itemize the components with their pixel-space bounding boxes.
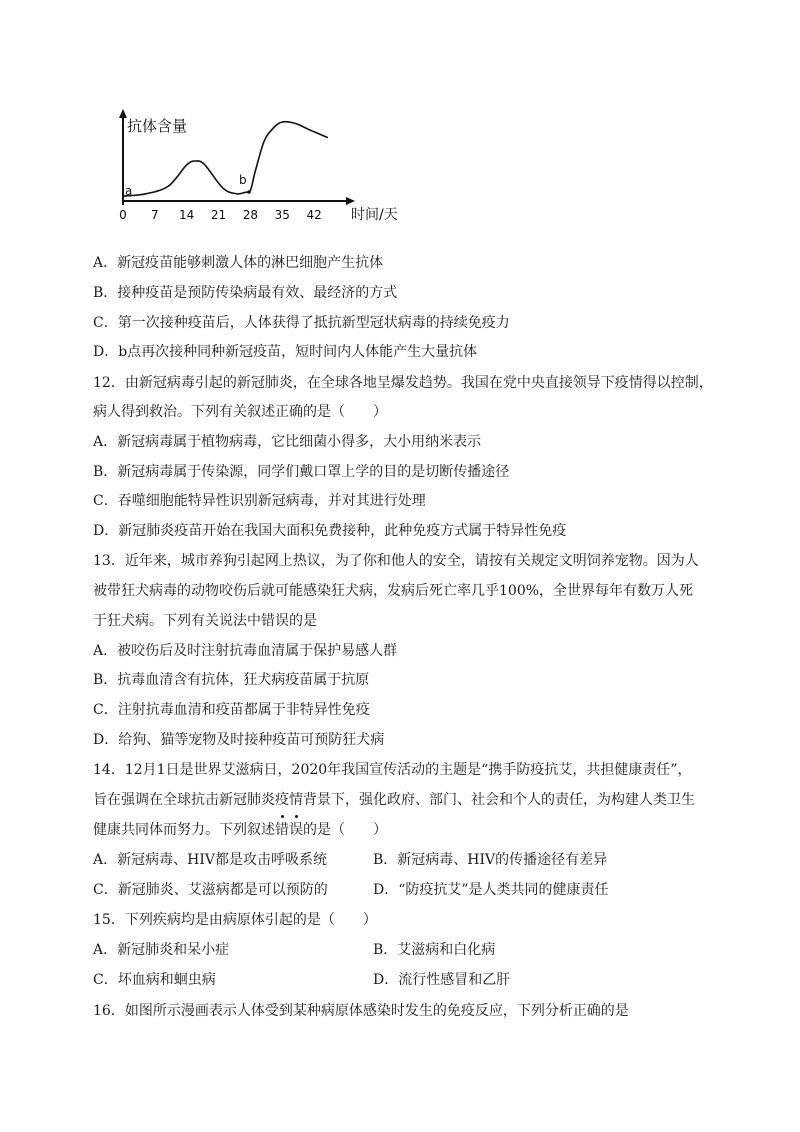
q11-option-c: C．第一次接种疫苗后，人体获得了抵抗新型冠状病毒的持续免疫力 xyxy=(93,315,510,331)
y-axis-arrow xyxy=(119,109,127,118)
x-tick-label: 0 xyxy=(119,208,127,222)
x-tick-label: 35 xyxy=(274,208,290,222)
q13-stem-line1: 13．近年来，城市养狗引起网上热议，为了你和他人的安全，请按有关规定文明饲养宠物。因为人 xyxy=(93,553,699,569)
q14-option-d: D．“防疫抗艾”是人类共同的健康责任 xyxy=(373,882,609,898)
q15-option-c: C．坏血病和蛔虫病 xyxy=(93,972,216,988)
point-b-marker xyxy=(247,190,251,194)
q15-option-a: A．新冠肺炎和呆小症 xyxy=(93,942,230,958)
x-axis-label: 时间/天 xyxy=(351,207,398,223)
q11-option-a: A．新冠疫苗能够刺激人体的淋巴细胞产生抗体 xyxy=(93,255,384,271)
q12-option-c: C．吞噬细胞能特异性识别新冠病毒，并对其进行处理 xyxy=(93,493,426,509)
q15-stem: 15．下列疾病均是由病原体引起的是（ ） xyxy=(93,912,377,928)
q14-stem-line2: 旨在强调在全球抗击新冠肺炎疫情背景下，强化政府、部门、社会和个人的责任，为构建人类卫生 xyxy=(93,792,695,808)
x-tick-label: 28 xyxy=(242,208,259,222)
q14-stem-line1: 14．12月1日是世界艾滋病日，2020年我国宣传活动的主题是“携手防疫抗艾，共担健康责任”， xyxy=(93,762,692,778)
x-tick-labels xyxy=(119,208,322,222)
q13-stem-line2: 被带狂犬病毒的动物咬伤后就可能感染狂犬病，发病后死亡率几乎100%，全世界每年有数万人死 xyxy=(93,583,694,599)
q13-stem-line3: 于狂犬病。下列有关说法中错误的是 xyxy=(93,613,317,629)
q13-option-b: B．抗毒血清含有抗体，狂犬病疫苗属于抗原 xyxy=(93,672,370,688)
point-a-label: a xyxy=(125,184,133,198)
q13-option-a: A．被咬伤后及时注射抗毒血清属于保护易感人群 xyxy=(93,643,398,659)
point-b-label: b xyxy=(239,173,247,187)
q14-option-a: A．新冠病毒、HIV都是攻击呼吸系统 xyxy=(93,852,327,868)
q12-option-b: B．新冠病毒属于传染源，同学们戴口罩上学的目的是切断传播途径 xyxy=(93,464,510,480)
x-tick-label: 21 xyxy=(210,208,227,222)
q14-emphasis-char-1: 错 xyxy=(275,822,289,838)
q12-option-a: A．新冠病毒属于植物病毒，它比细菌小得多，大小用纳米表示 xyxy=(93,434,482,450)
q11-option-b: B．接种疫苗是预防传染病最有效、最经济的方式 xyxy=(93,285,398,301)
x-tick-label: 14 xyxy=(179,208,195,222)
q14-emphasis-char-2: 误 xyxy=(289,822,303,838)
x-tick-label: 42 xyxy=(306,208,322,222)
q11-option-d: D．b点再次接种同种新冠疫苗，短时间内人体能产生大量抗体 xyxy=(93,344,478,360)
q16-stem: 16．如图所示漫画表示人体受到某种病原体感染时发生的免疫反应，下列分析正确的是 xyxy=(93,1003,629,1019)
y-axis-label: 抗体含量 xyxy=(127,117,188,135)
q14-stem-pre: 健康共同体而努力。下列叙述 xyxy=(93,822,275,838)
antibody-chart xyxy=(110,105,420,230)
q12-stem-line2: 病人得到救治。下列有关叙述正确的是（ ） xyxy=(93,404,387,420)
q13-option-d: D．给狗、猫等宠物及时接种疫苗可预防狂犬病 xyxy=(93,732,385,748)
q15-option-b: B．艾滋病和白化病 xyxy=(373,942,496,958)
x-tick-label: 7 xyxy=(150,208,159,222)
q13-option-c: C．注射抗毒血清和疫苗都属于非特异性免疫 xyxy=(93,702,370,718)
q12-option-d: D．新冠肺炎疫苗开始在我国大面积免费接种，此种免疫方式属于特异性免疫 xyxy=(93,523,567,539)
x-axis-arrow xyxy=(346,197,355,205)
q15-option-d: D．流行性感冒和乙肝 xyxy=(373,972,511,988)
q14-option-b: B．新冠病毒、HIV的传播途径有差异 xyxy=(373,852,608,868)
q14-stem-post: 的是（ ） xyxy=(303,822,387,838)
q12-stem-line1: 12．由新冠病毒引起的新冠肺炎，在全球各地呈爆发趋势。我国在党中央直接领导下疫情得以控制， xyxy=(93,375,713,391)
q14-option-c: C．新冠肺炎、艾滋病都是可以预防的 xyxy=(93,882,328,898)
q14-stem-line3 xyxy=(93,820,387,840)
